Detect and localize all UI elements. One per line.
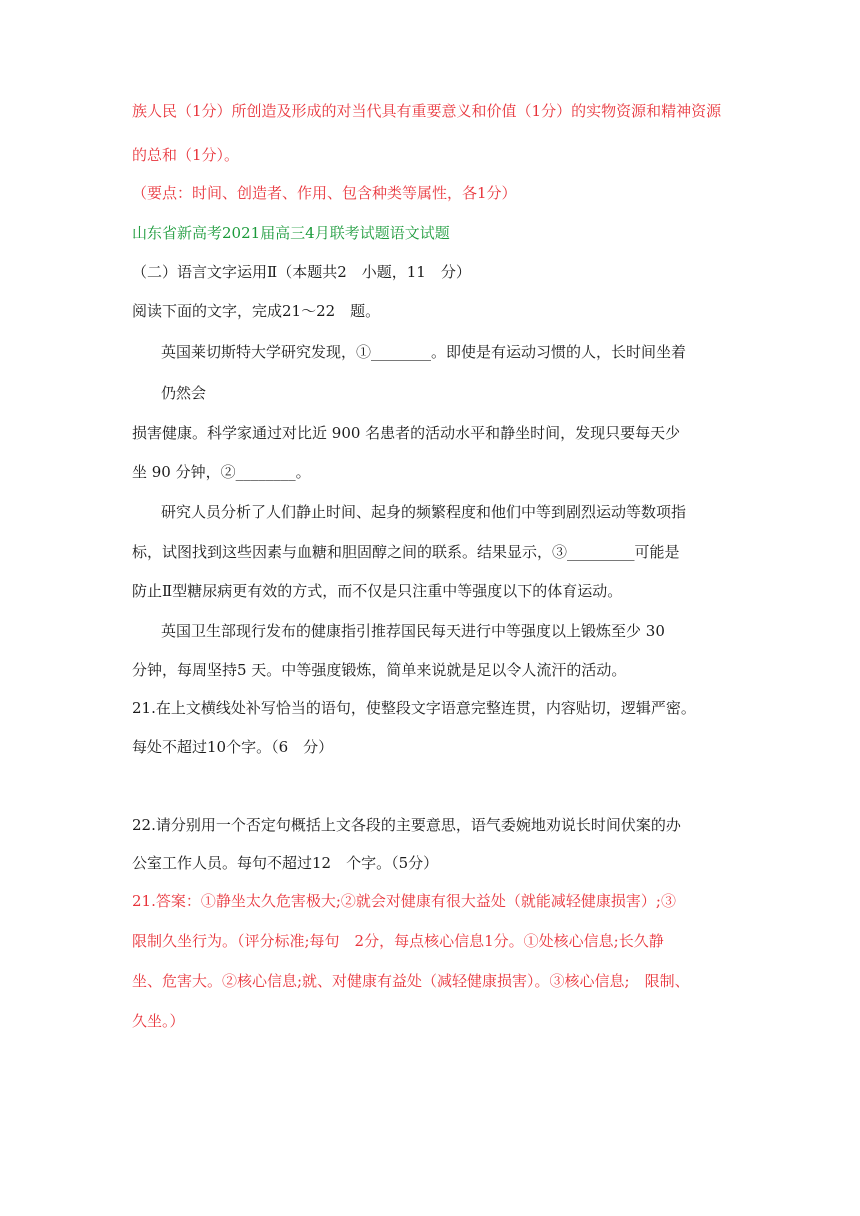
passage-line-7: 防止Ⅱ型糖尿病更有效的方式，而不仅是只注重中等强度以下的体育运动。 (132, 582, 623, 600)
scoring-points-note: （要点：时间、创造者、作用、包含种类等属性，各1分） (132, 184, 517, 202)
answer-21-line-2: 限制久坐行为。（评分标准;每句 2分，每点核心信息1分。①处核心信息;长久静 (132, 932, 664, 950)
passage-line-1: 英国莱切斯特大学研究发现，①________。即使是有运动习惯的人，长时间坐着 (161, 343, 687, 361)
question-22-line-1: 22.请分别用一个否定句概括上文各段的主要意思，语气委婉地劝说长时间伏案的办 (132, 816, 681, 834)
answer-text-line-1: 族人民（1分）所创造及形成的对当代具有重要意义和价值（1分）的实物资源和精神资源 (132, 102, 722, 120)
question-21-line-1: 21.在上文横线处补写恰当的语句，使整段文字语意完整连贯，内容贴切，逻辑严密。 (132, 699, 696, 717)
question-22-line-2: 公室工作人员。每句不超过12 个字。（5分） (132, 854, 439, 872)
passage-line-9: 分钟，每周坚持5 天。中等强度锻炼，简单来说就是足以令人流汗的活动。 (132, 661, 627, 679)
passage-line-5: 研究人员分析了人们静止时间、起身的频繁程度和他们中等到剧烈运动等数项指 (161, 503, 687, 521)
passage-line-3: 损害健康。科学家通过对比近 900 名患者的活动水平和静坐时间，发现只要每天少 (132, 424, 681, 442)
passage-line-8: 英国卫生部现行发布的健康指引推荐国民每天进行中等强度以上锻炼至少 30 (161, 622, 665, 640)
answer-21-line-3: 坐、危害大。②核心信息;就、对健康有益处（减轻健康损害）。③核心信息; 限制、 (132, 972, 690, 990)
question-21-line-2: 每处不超过10个字。（6 分） (132, 738, 334, 756)
answer-21-line-4: 久坐。） (132, 1012, 185, 1030)
section-heading: （二）语言文字运用Ⅱ（本题共2 小题，11 分） (132, 263, 471, 281)
passage-line-4: 坐 90 分钟，②________。 (132, 463, 311, 481)
reading-instruction: 阅读下面的文字，完成21～22 题。 (132, 302, 381, 320)
passage-line-6: 标，试图找到这些因素与血糖和胆固醇之间的联系。结果显示，③_________可能是 (132, 543, 680, 561)
passage-line-2: 仍然会 (161, 384, 207, 402)
exam-source-title: 山东省新高考2021届高三4月联考试题语文试题 (132, 224, 450, 242)
answer-21-line-1: 21.答案：①静坐太久危害极大;②就会对健康有很大益处（就能减轻健康损害）;③ (132, 892, 676, 910)
answer-text-line-2: 的总和（1分）。 (132, 146, 240, 164)
